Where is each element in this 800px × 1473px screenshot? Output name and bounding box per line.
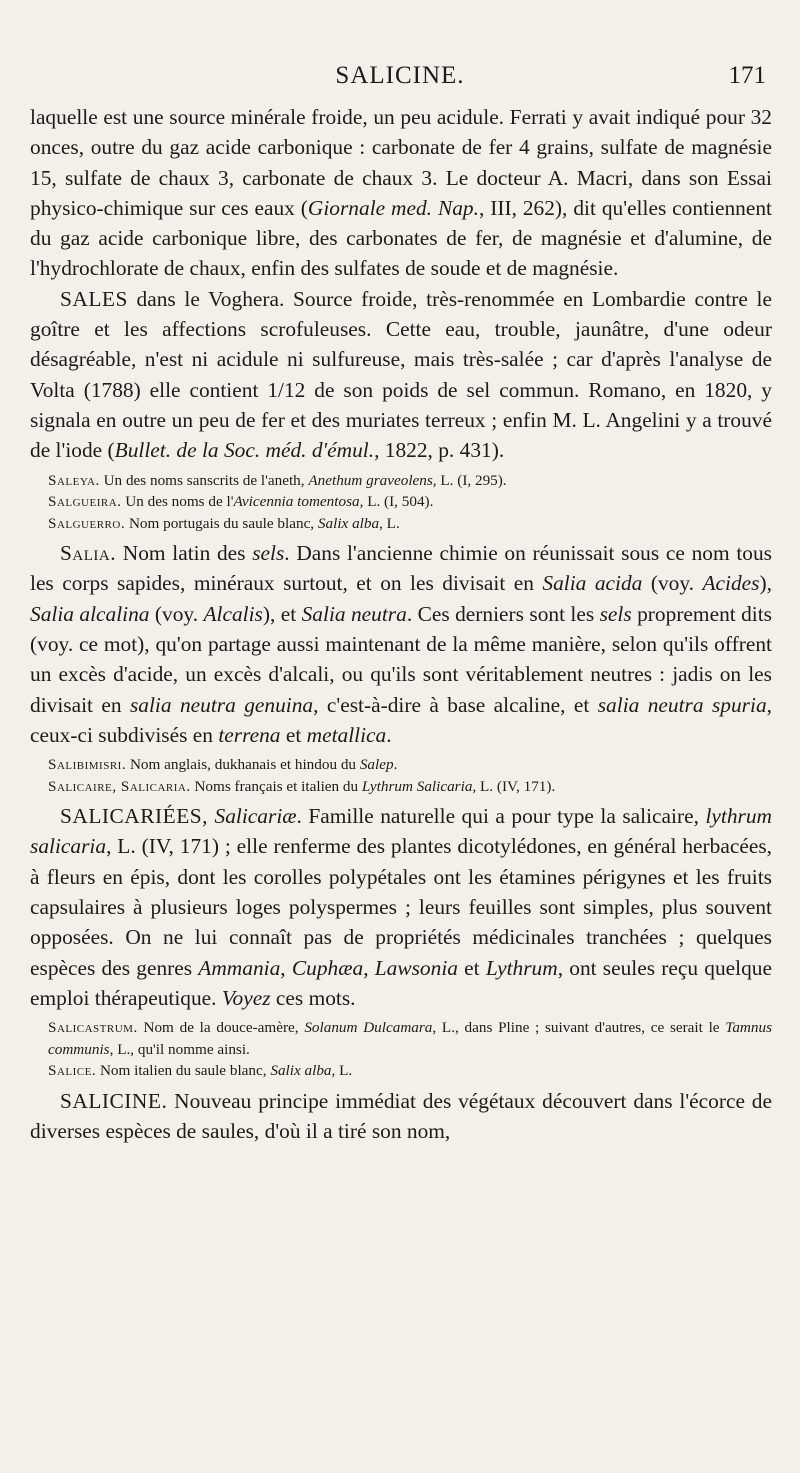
note-entry bbox=[30, 754, 772, 776]
italic-term: Voyez bbox=[221, 985, 271, 1010]
italic-term: Lythrum bbox=[485, 955, 558, 980]
entry-sales bbox=[30, 284, 772, 466]
note-headword: Salguerro. bbox=[48, 514, 126, 532]
italic-term: sels bbox=[599, 601, 632, 626]
text-run: Nom portugais du saule blanc, bbox=[125, 514, 318, 532]
text-run: , L. (I, 295). bbox=[432, 471, 507, 489]
text-run: , bbox=[363, 955, 375, 980]
entry-salia bbox=[30, 538, 772, 750]
text-run: , L., dans Pline ; suivant d'autres, ce serait le bbox=[432, 1019, 726, 1037]
text-run: ), bbox=[759, 571, 772, 596]
italic-term: Lythrum Salicaria bbox=[361, 777, 473, 795]
italic-term: Avicennia tomentosa bbox=[233, 493, 360, 511]
italic-term: Salep bbox=[359, 756, 394, 774]
text-run: laquelle est une source minérale froide, un peu acidule. Ferrati y avait indiqué pour 32 onces, outre du gaz acide carbonique : carbonate de fer 4 grains, sulfate de magnésie 15, sulfate de chaux 3, carbonate de chaux 3. Le docteur A. Macri, dans son Essai physico-chimique sur ces eaux ( bbox=[30, 105, 772, 220]
text-run: ces mots. bbox=[270, 985, 356, 1010]
italic-term: metallica bbox=[306, 722, 387, 747]
text-run: , bbox=[280, 955, 292, 980]
entry-salicine bbox=[30, 1086, 772, 1147]
notes-group-1 bbox=[30, 470, 772, 535]
italic-term: Giornale med. Nap. bbox=[307, 195, 479, 220]
page-header bbox=[28, 62, 772, 102]
text-run: , L. (IV, 171). bbox=[472, 777, 556, 795]
italic-term: salia neutra genuina bbox=[129, 692, 314, 717]
entry-salicariees bbox=[30, 801, 772, 1013]
italic-term: Solanum Dulcamara bbox=[304, 1019, 433, 1037]
text-run: Nom latin des bbox=[116, 541, 253, 566]
note-entry bbox=[30, 1017, 772, 1060]
text-run: , L., qu'il nomme ainsi. bbox=[109, 1040, 250, 1058]
note-entry bbox=[30, 470, 772, 492]
note-headword: Salicastrum. bbox=[48, 1019, 138, 1037]
italic-term: Tamnus communis bbox=[48, 1019, 772, 1058]
text-run: , 1822, p. 431). bbox=[374, 438, 505, 463]
text-run: et bbox=[457, 955, 486, 980]
text-run: . Famille naturelle qui a pour type la salicaire, bbox=[296, 804, 706, 829]
italic-term: Lawsonia bbox=[374, 955, 458, 980]
italic-term: Salix alba bbox=[317, 514, 380, 532]
italic-term: Salia neutra bbox=[301, 601, 407, 626]
notes-group-3 bbox=[30, 1017, 772, 1082]
entry-headword: SALICINE. bbox=[60, 1088, 168, 1113]
text-run: Nom italien du saule blanc, bbox=[96, 1062, 271, 1080]
text-run: (voy. bbox=[642, 571, 703, 596]
italic-term: Salia acida bbox=[542, 571, 643, 596]
italic-term: Alcalis bbox=[203, 601, 263, 626]
entry-headword: Salia. bbox=[60, 541, 117, 566]
note-entry bbox=[30, 1060, 772, 1082]
italic-term: Cuphæa bbox=[291, 955, 364, 980]
italic-term: lythrum salicaria bbox=[30, 804, 772, 859]
text-run: . Ces derniers sont les bbox=[406, 601, 600, 626]
notes-group-2 bbox=[30, 754, 772, 797]
text-run: , L. bbox=[331, 1062, 353, 1080]
text-run: Nom de la douce-amère, bbox=[137, 1019, 305, 1037]
text-run: . bbox=[386, 722, 392, 747]
note-headword: Salgueira. bbox=[48, 493, 122, 511]
text-run: , c'est-à-dire à base alcaline, et bbox=[313, 692, 598, 717]
text-run: Un des noms de l' bbox=[121, 493, 234, 511]
text-run: dans le Voghera. Source froide, très-renommée en Lombardie contre le goître et les affections scrofuleuses. Cette eau, trouble, jaunâtre, d'une odeur désagréable, n'est ni acidule ni sulfureuse, mais très-salée ; car d'après l'analyse de Volta (1788) elle contient 1/12 de son poids de sel commun. Romano, en 1820, y signala en outre un peu de fer et des muriates terreux ; enfin M. L. Angelini y a trouvé de l'iode ( bbox=[30, 286, 772, 463]
entry-continuation bbox=[30, 102, 772, 284]
text-run: , L. bbox=[379, 514, 400, 532]
text-run: , ont seules reçu quelque emploi thérapeutique. bbox=[30, 955, 772, 1010]
note-headword: Salicaire, Salicaria. bbox=[48, 777, 191, 795]
text-run: , ceux-ci subdivisés en bbox=[30, 692, 773, 747]
italic-term: terrena bbox=[218, 722, 281, 747]
page-number: 171 bbox=[728, 62, 766, 89]
page-body bbox=[30, 102, 772, 1146]
note-entry bbox=[30, 776, 772, 798]
entry-headword: SALICARIÉES, bbox=[60, 804, 209, 829]
italic-term: salia neutra spuria bbox=[597, 692, 767, 717]
note-headword: Saleya. bbox=[48, 471, 100, 489]
italic-term: sels bbox=[252, 541, 285, 566]
text-run: . bbox=[393, 756, 398, 774]
note-entry bbox=[30, 513, 772, 535]
text-run: Nom anglais, dukhanais et hindou du bbox=[126, 756, 360, 774]
italic-term: Salicariæ bbox=[214, 804, 297, 829]
italic-term: Salia alcalina bbox=[30, 601, 150, 626]
text-run: et bbox=[280, 722, 307, 747]
italic-term: Anethum graveolens bbox=[308, 471, 433, 489]
italic-term: Salix alba bbox=[270, 1062, 332, 1080]
text-run: Un des noms sanscrits de l'aneth, bbox=[99, 471, 309, 489]
text-run: ), et bbox=[262, 601, 302, 626]
note-headword: Salice. bbox=[48, 1062, 97, 1080]
entry-headword: SALES bbox=[60, 286, 128, 311]
text-run: . Dans l'ancienne chimie on réunissait sous ce nom tous les corps sapides, minéraux surtout, et on les divisait en bbox=[30, 541, 772, 596]
text-run: (voy. bbox=[149, 601, 204, 626]
italic-term: Ammania bbox=[198, 955, 281, 980]
text-run: , III, 262), dit qu'elles contiennent du gaz acide carbonique libre, des carbonates de fer, de magnésie et d'alumine, de l'hydrochlorate de chaux, enfin des sulfates de soude et de magnésie. bbox=[30, 195, 772, 281]
italic-term: Acides bbox=[702, 571, 760, 596]
text-run: Nouveau principe immédiat des végétaux découvert dans l'écorce de diverses espèces de saules, d'où il a tiré son nom, bbox=[30, 1088, 772, 1144]
note-headword: Salibimisri. bbox=[48, 756, 127, 774]
italic-term: Bullet. de la Soc. méd. d'émul. bbox=[114, 438, 375, 463]
text-run: , L. (IV, 171) ; elle renferme des plantes dicotylédones, en général herbacées, à fleurs en épis, dont les corolles polypétales ont les étamines périgynes et les fruits capsulaires à plusieurs loges polyspermes ; leurs feuilles sont simples, plus souvent opposées. On ne lui connaît pas de propriétés médicinales tranchées ; quelques espèces des genres bbox=[30, 834, 772, 980]
text-run: , L. (I, 504). bbox=[359, 493, 434, 511]
note-entry bbox=[30, 491, 772, 513]
running-head: SALICINE. bbox=[335, 62, 465, 89]
text-run: Noms français et italien du bbox=[190, 777, 362, 795]
text-run: proprement dits (voy. ce mot), qu'on partage aussi maintenant de la même manière, selon qu'ils offrent un excès d'acide, un excès d'alcali, ou qu'ils sont véritablement neutres : jadis on les divisait en bbox=[30, 601, 773, 717]
